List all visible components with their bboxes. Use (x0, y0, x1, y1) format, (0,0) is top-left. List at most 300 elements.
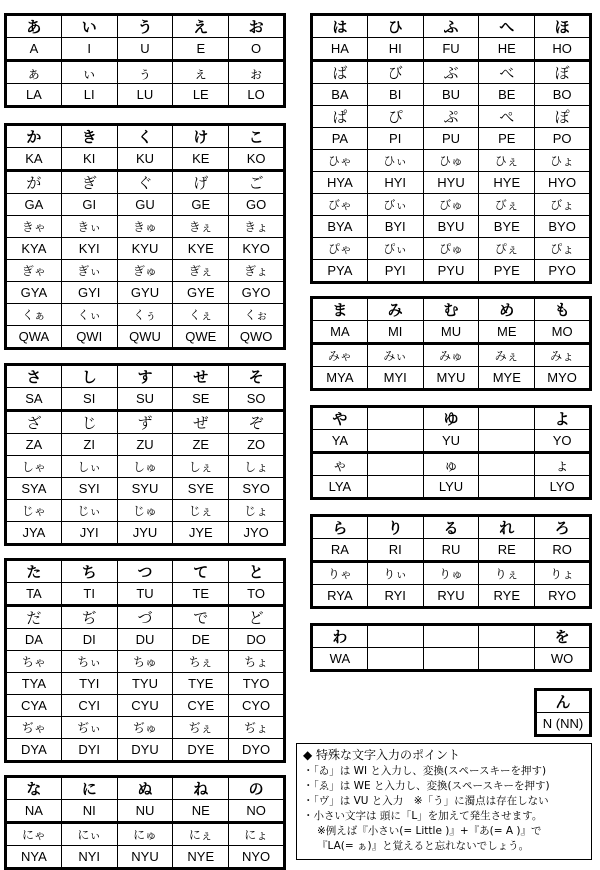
kana-cell: た (6, 560, 62, 583)
romaji-cell: HYA (312, 172, 368, 194)
romaji-cell: MO (535, 321, 591, 344)
kana-row (6, 171, 285, 194)
kana-cell: れ (479, 516, 535, 539)
romaji-cell: MYO (535, 367, 591, 390)
kana-cell: ぎぃ (61, 260, 117, 282)
kana-row (312, 407, 591, 430)
romaji-cell: SE (173, 388, 229, 411)
romaji-row (312, 367, 591, 390)
romaji-row (312, 260, 591, 283)
kana-cell: ちゅ (117, 651, 173, 673)
kana-row (6, 411, 285, 434)
romaji-cell: SYO (229, 478, 285, 500)
romaji-cell: TU (117, 583, 173, 606)
romaji-cell: RO (535, 539, 591, 562)
romaji-cell: DYI (61, 739, 117, 762)
romaji-cell: TYO (229, 673, 285, 695)
romaji-cell: BYO (535, 216, 591, 238)
romaji-cell: RI (367, 539, 423, 562)
kana-cell: きょ (229, 216, 285, 238)
kana-table-ma-row (310, 296, 592, 391)
romaji-cell: GYU (117, 282, 173, 304)
romaji-row (6, 194, 285, 216)
kana-cell: ぢぃ (61, 717, 117, 739)
kana-cell: みぃ (367, 344, 423, 367)
romaji-cell: PA (312, 128, 368, 150)
kana-cell: じぇ (173, 500, 229, 522)
kana-cell: ほ (535, 15, 591, 38)
romaji-row (6, 282, 285, 304)
kana-cell: ちぃ (61, 651, 117, 673)
kana-cell: しぇ (173, 456, 229, 478)
romaji-cell: DYO (229, 739, 285, 762)
kana-row (312, 238, 591, 260)
tips-line: ※例えば『小さい(= Little )』+『あ(= A )』で (317, 825, 542, 837)
kana-cell: くぁ (6, 304, 62, 326)
romaji-cell: LYU (423, 476, 479, 499)
tips-title: ◆ 特殊な文字入力のポイント (303, 748, 461, 762)
kana-table-ta-row (4, 558, 286, 763)
romaji-cell: MI (367, 321, 423, 344)
kana-cell: づ (117, 606, 173, 629)
kana-cell: や (312, 407, 368, 430)
kana-cell: も (535, 298, 591, 321)
romaji-cell: NA (6, 800, 62, 823)
kana-cell: ん (536, 690, 591, 713)
kana-row (536, 690, 591, 713)
kana-cell: ま (312, 298, 368, 321)
romaji-cell: CYI (61, 695, 117, 717)
romaji-cell: LI (61, 84, 117, 107)
romaji-cell: SA (6, 388, 62, 411)
kana-cell: ぢゅ (117, 717, 173, 739)
romaji-cell: LE (173, 84, 229, 107)
tips-line: ・「ヴ」は VU と入力 ※「う」に濁点は存在しない (303, 795, 549, 807)
romaji-cell: O (229, 38, 285, 61)
romaji-cell: TYA (6, 673, 62, 695)
kana-cell: ちぇ (173, 651, 229, 673)
romaji-row (312, 128, 591, 150)
kana-row (6, 15, 285, 38)
romaji-row (536, 713, 591, 736)
kana-cell: ひゃ (312, 150, 368, 172)
kana-cell: びょ (535, 194, 591, 216)
kana-cell: きぇ (173, 216, 229, 238)
romaji-cell: LA (6, 84, 62, 107)
kana-table-n (534, 688, 592, 737)
romaji-cell: NYA (6, 846, 62, 869)
romaji-cell: QWI (61, 326, 117, 349)
kana-cell: ぽ (535, 106, 591, 128)
romaji-cell: YU (423, 430, 479, 453)
kana-cell: し (61, 365, 117, 388)
kana-table-sa-row (4, 363, 286, 546)
romaji-cell (479, 430, 535, 453)
romaji-cell: RYI (367, 585, 423, 608)
kana-cell: え (173, 15, 229, 38)
kana-cell: ぴぇ (479, 238, 535, 260)
kana-row (312, 344, 591, 367)
kana-cell: そ (229, 365, 285, 388)
kana-cell: みゃ (312, 344, 368, 367)
romaji-cell: BYI (367, 216, 423, 238)
romaji-cell: MYA (312, 367, 368, 390)
kana-row (6, 125, 285, 148)
kana-cell: ぎぇ (173, 260, 229, 282)
kana-cell: みぇ (479, 344, 535, 367)
kana-cell: ね (173, 777, 229, 800)
romaji-row (6, 434, 285, 456)
kana-cell: ぉ (229, 61, 285, 84)
kana-cell: あ (6, 15, 62, 38)
romaji-cell: DYU (117, 739, 173, 762)
kana-cell: つ (117, 560, 173, 583)
romaji-row (6, 148, 285, 171)
romaji-cell: HA (312, 38, 368, 61)
romaji-cell: RU (423, 539, 479, 562)
romaji-row (312, 84, 591, 106)
romaji-cell: CYU (117, 695, 173, 717)
kana-cell: くぇ (173, 304, 229, 326)
kana-cell: ぢゃ (6, 717, 62, 739)
romaji-cell: TI (61, 583, 117, 606)
romaji-cell: RYU (423, 585, 479, 608)
kana-cell: みょ (535, 344, 591, 367)
romaji-cell (367, 648, 423, 671)
kana-cell: ぎょ (229, 260, 285, 282)
kana-cell: で (173, 606, 229, 629)
kana-cell: ゆ (423, 407, 479, 430)
romaji-cell: RYA (312, 585, 368, 608)
kana-cell: しょ (229, 456, 285, 478)
kana-cell: じ (61, 411, 117, 434)
kana-row (312, 61, 591, 84)
kana-table-a-row (4, 13, 286, 108)
romaji-cell: KYI (61, 238, 117, 260)
kana-cell: くぃ (61, 304, 117, 326)
kana-row (312, 625, 591, 648)
romaji-cell: HO (535, 38, 591, 61)
romaji-row (6, 629, 285, 651)
romaji-cell: WA (312, 648, 368, 671)
romaji-row (6, 84, 285, 107)
kana-cell: ぜ (173, 411, 229, 434)
kana-cell: ぁ (6, 61, 62, 84)
kana-cell: じゅ (117, 500, 173, 522)
kana-cell: て (173, 560, 229, 583)
romaji-cell: RA (312, 539, 368, 562)
romaji-cell: E (173, 38, 229, 61)
romaji-cell: GI (61, 194, 117, 216)
kana-cell: と (229, 560, 285, 583)
kana-row (6, 651, 285, 673)
romaji-cell: BU (423, 84, 479, 106)
romaji-cell: KYA (6, 238, 62, 260)
kana-cell: ざ (6, 411, 62, 434)
kana-cell: しぃ (61, 456, 117, 478)
romaji-cell: JYU (117, 522, 173, 545)
romaji-cell: GA (6, 194, 62, 216)
romaji-cell: LYO (535, 476, 591, 499)
romaji-cell: NI (61, 800, 117, 823)
romaji-cell (367, 476, 423, 499)
romaji-row (6, 583, 285, 606)
romaji-row (6, 238, 285, 260)
kana-table-wa-row (310, 623, 592, 672)
romaji-cell: PE (479, 128, 535, 150)
kana-cell: にぇ (173, 823, 229, 846)
romaji-cell: N (NN) (536, 713, 591, 736)
romaji-cell: PYA (312, 260, 368, 283)
romaji-cell: HI (367, 38, 423, 61)
romaji-row (312, 172, 591, 194)
kana-row (312, 106, 591, 128)
romaji-cell: KYU (117, 238, 173, 260)
romaji-cell: HYO (535, 172, 591, 194)
romaji-cell: I (61, 38, 117, 61)
romaji-cell (479, 648, 535, 671)
kana-cell (367, 407, 423, 430)
romaji-cell: PYU (423, 260, 479, 283)
kana-table-ka-row (4, 123, 286, 350)
kana-cell: ぢぇ (173, 717, 229, 739)
kana-cell: ぴゃ (312, 238, 368, 260)
kana-cell: ひゅ (423, 150, 479, 172)
romaji-cell: FU (423, 38, 479, 61)
kana-cell: は (312, 15, 368, 38)
kana-cell: よ (535, 407, 591, 430)
romaji-cell: TA (6, 583, 62, 606)
kana-row (312, 516, 591, 539)
kana-cell: ぺ (479, 106, 535, 128)
romaji-cell: CYA (6, 695, 62, 717)
kana-cell: せ (173, 365, 229, 388)
kana-cell: び (367, 61, 423, 84)
romaji-cell: A (6, 38, 62, 61)
romaji-cell: PYO (535, 260, 591, 283)
romaji-cell: KU (117, 148, 173, 171)
kana-cell: る (423, 516, 479, 539)
romaji-cell: SO (229, 388, 285, 411)
kana-row (6, 365, 285, 388)
kana-row (6, 61, 285, 84)
kana-cell: ぎゃ (6, 260, 62, 282)
kana-cell: みゅ (423, 344, 479, 367)
romaji-cell: ME (479, 321, 535, 344)
romaji-cell: BYU (423, 216, 479, 238)
kana-cell: ぢ (61, 606, 117, 629)
kana-cell: ず (117, 411, 173, 434)
kana-cell: む (423, 298, 479, 321)
kana-cell: りぃ (367, 562, 423, 585)
romaji-cell: GYA (6, 282, 62, 304)
kana-row (312, 453, 591, 476)
kana-cell: す (117, 365, 173, 388)
romaji-cell: BA (312, 84, 368, 106)
kana-cell: ち (61, 560, 117, 583)
kana-cell: ちょ (229, 651, 285, 673)
kana-cell: ゃ (312, 453, 368, 476)
kana-cell: くぉ (229, 304, 285, 326)
romaji-cell: YO (535, 430, 591, 453)
romaji-cell: HYE (479, 172, 535, 194)
kana-cell: か (6, 125, 62, 148)
romaji-cell: SI (61, 388, 117, 411)
romaji-cell: DI (61, 629, 117, 651)
kana-cell: を (535, 625, 591, 648)
romaji-cell: KYO (229, 238, 285, 260)
romaji-cell: BYA (312, 216, 368, 238)
kana-cell: ひ (367, 15, 423, 38)
kana-row (312, 150, 591, 172)
kana-cell (367, 453, 423, 476)
kana-cell: ぎ (61, 171, 117, 194)
romaji-cell: DE (173, 629, 229, 651)
romaji-cell: KO (229, 148, 285, 171)
kana-cell: きゃ (6, 216, 62, 238)
kana-cell: み (367, 298, 423, 321)
kana-cell: ぴょ (535, 238, 591, 260)
kana-cell: じょ (229, 500, 285, 522)
kana-cell: ら (312, 516, 368, 539)
kana-row (312, 298, 591, 321)
kana-cell: が (6, 171, 62, 194)
kana-row (312, 194, 591, 216)
kana-cell (479, 625, 535, 648)
romaji-cell: ZE (173, 434, 229, 456)
romaji-cell: RE (479, 539, 535, 562)
romaji-cell: RYE (479, 585, 535, 608)
kana-cell: き (61, 125, 117, 148)
romaji-row (6, 739, 285, 762)
romaji-cell: KA (6, 148, 62, 171)
romaji-row (312, 539, 591, 562)
romaji-cell: BO (535, 84, 591, 106)
romaji-row (312, 321, 591, 344)
kana-cell (367, 625, 423, 648)
kana-cell: り (367, 516, 423, 539)
romaji-row (6, 800, 285, 823)
romaji-cell: SYE (173, 478, 229, 500)
romaji-cell: GYO (229, 282, 285, 304)
romaji-row (6, 478, 285, 500)
kana-cell: にゃ (6, 823, 62, 846)
kana-cell: ちゃ (6, 651, 62, 673)
kana-cell: な (6, 777, 62, 800)
kana-cell: ぱ (312, 106, 368, 128)
kana-cell: ぶ (423, 61, 479, 84)
romaji-row (6, 673, 285, 695)
kana-row (6, 216, 285, 238)
kana-cell: ど (229, 606, 285, 629)
kana-table-ha-row (310, 13, 592, 284)
romaji-cell: DA (6, 629, 62, 651)
romaji-cell: ZU (117, 434, 173, 456)
romaji-cell: CYE (173, 695, 229, 717)
kana-cell: ひぇ (479, 150, 535, 172)
kana-cell: ひぃ (367, 150, 423, 172)
kana-cell: しゃ (6, 456, 62, 478)
kana-row (312, 15, 591, 38)
kana-cell: わ (312, 625, 368, 648)
romaji-cell: NO (229, 800, 285, 823)
kana-row (6, 823, 285, 846)
romaji-cell: QWE (173, 326, 229, 349)
kana-row (6, 304, 285, 326)
kana-cell: ぷ (423, 106, 479, 128)
romaji-cell: MYU (423, 367, 479, 390)
romaji-cell: ZI (61, 434, 117, 456)
kana-cell: う (117, 15, 173, 38)
kana-cell: びゅ (423, 194, 479, 216)
kana-cell (423, 625, 479, 648)
kana-cell: じゃ (6, 500, 62, 522)
romaji-cell: MA (312, 321, 368, 344)
kana-cell: ぐ (117, 171, 173, 194)
romaji-cell: KE (173, 148, 229, 171)
kana-cell: く (117, 125, 173, 148)
kana-row (6, 717, 285, 739)
romaji-cell: PU (423, 128, 479, 150)
romaji-cell: JYO (229, 522, 285, 545)
kana-cell: ご (229, 171, 285, 194)
kana-cell: しゅ (117, 456, 173, 478)
kana-cell: ば (312, 61, 368, 84)
romaji-row (312, 585, 591, 608)
tips-line: ・「ゐ」は WI と入力し、変換(スペースキーを押す) (303, 765, 547, 777)
romaji-cell: SYU (117, 478, 173, 500)
kana-cell: ぎゅ (117, 260, 173, 282)
romaji-cell: ZA (6, 434, 62, 456)
kana-cell: びゃ (312, 194, 368, 216)
romaji-row (6, 388, 285, 411)
romaji-cell: RYO (535, 585, 591, 608)
romaji-row (6, 846, 285, 869)
kana-cell: じぃ (61, 500, 117, 522)
kana-row (6, 606, 285, 629)
romaji-cell: HE (479, 38, 535, 61)
kana-cell: りゅ (423, 562, 479, 585)
kana-cell: ぴゅ (423, 238, 479, 260)
romaji-cell: NYU (117, 846, 173, 869)
kana-cell: ぬ (117, 777, 173, 800)
romaji-cell: MYI (367, 367, 423, 390)
romaji-cell: DO (229, 629, 285, 651)
kana-cell: きゅ (117, 216, 173, 238)
kana-cell: りぇ (479, 562, 535, 585)
romaji-row (6, 38, 285, 61)
romaji-cell: JYE (173, 522, 229, 545)
romaji-cell: HYI (367, 172, 423, 194)
kana-cell: きぃ (61, 216, 117, 238)
romaji-cell: TYI (61, 673, 117, 695)
kana-cell: びぃ (367, 194, 423, 216)
romaji-cell: LO (229, 84, 285, 107)
kana-cell: ぴ (367, 106, 423, 128)
romaji-cell: GYE (173, 282, 229, 304)
kana-table-ya-row (310, 405, 592, 500)
romaji-cell: PYE (479, 260, 535, 283)
kana-cell: くぅ (117, 304, 173, 326)
romaji-cell: BE (479, 84, 535, 106)
romaji-cell: DYE (173, 739, 229, 762)
romaji-cell: NU (117, 800, 173, 823)
romaji-cell: CYO (229, 695, 285, 717)
kana-cell: け (173, 125, 229, 148)
romaji-cell: PO (535, 128, 591, 150)
tips-line: 『LA(= ぁ)』と覚えると忘れないでしょう。 (317, 840, 530, 852)
kana-cell: に (61, 777, 117, 800)
